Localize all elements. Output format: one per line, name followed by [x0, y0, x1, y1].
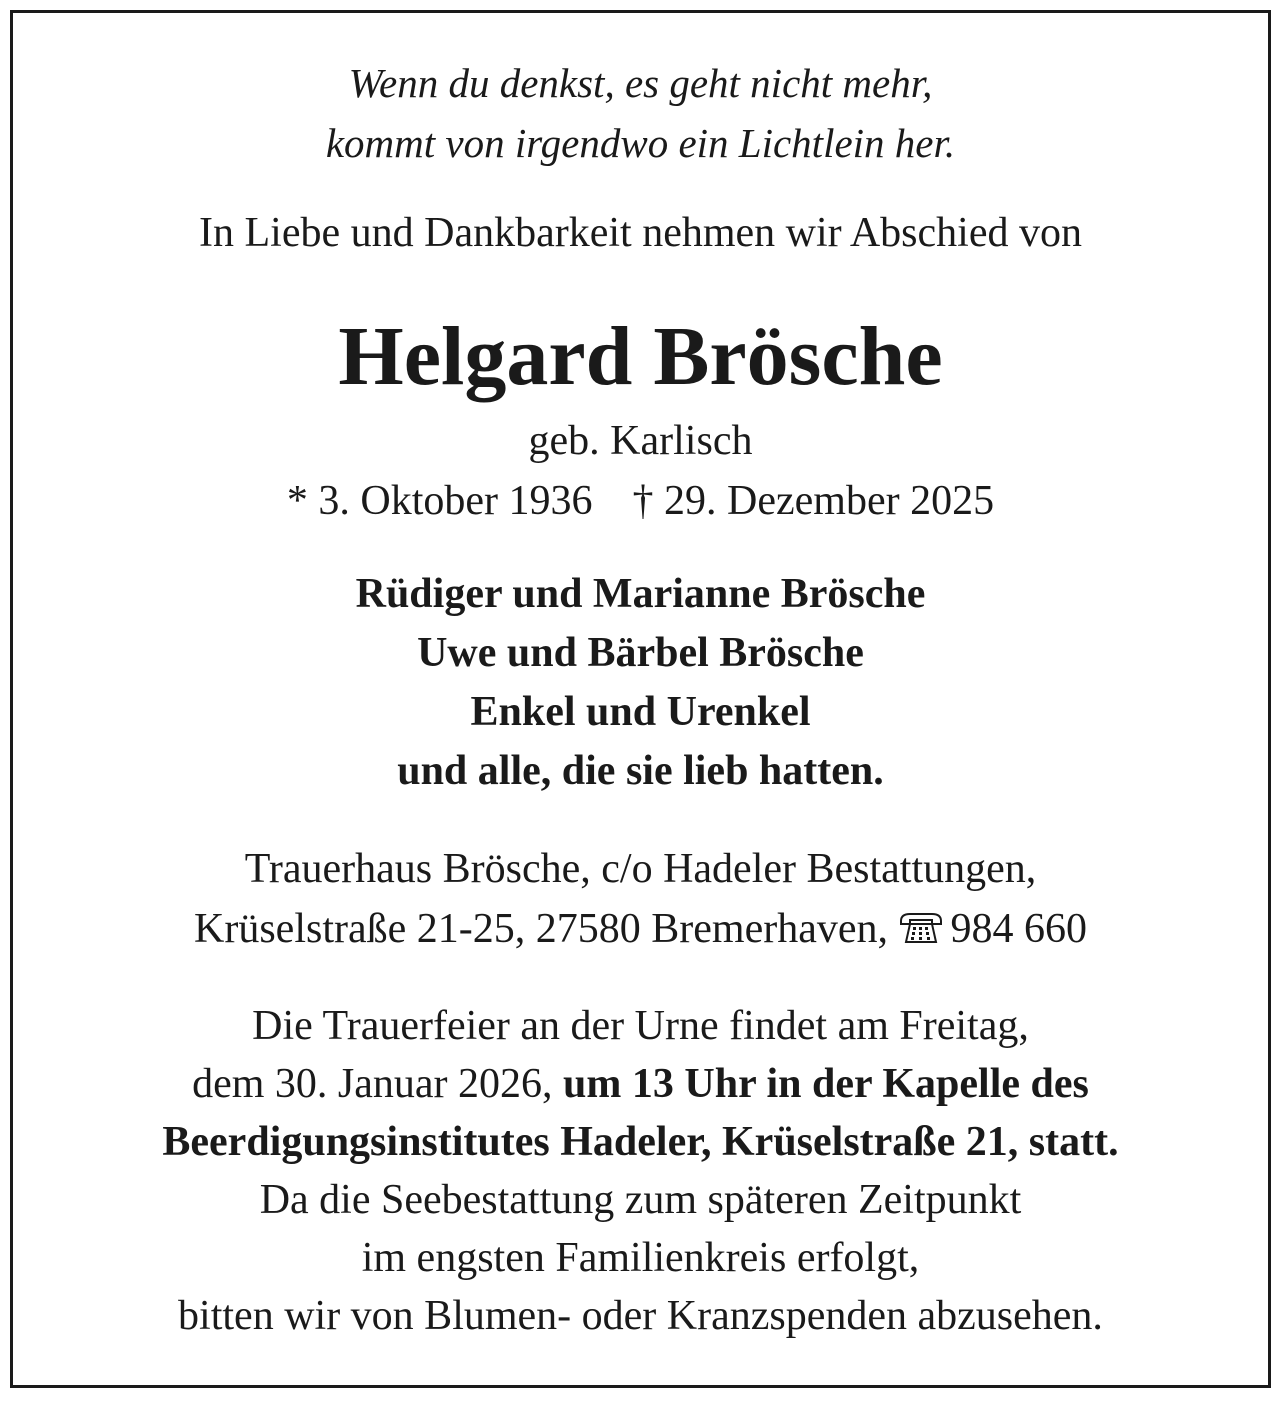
service-time-place: um 13 Uhr in der Kapelle des [563, 1061, 1089, 1107]
verse-line-2: kommt von irgendwo ein Lichtlein her. [325, 120, 956, 166]
telephone-icon [898, 911, 944, 945]
service-line-5: im engsten Familienkreis erfolgt, [361, 1235, 920, 1281]
service-info [13, 997, 1268, 1345]
phone-number: 984 660 [950, 906, 1087, 952]
mourning-address [13, 839, 1268, 959]
address-line-1: Trauerhaus Brösche, c/o Hadeler Bestattungen, [244, 846, 1037, 892]
maiden-name: geb. Karlisch [528, 418, 753, 464]
address-line-2 [13, 899, 1268, 959]
intro-text: In Liebe und Dankbarkeit nehmen wir Abschied von [199, 210, 1082, 256]
deceased-name: Helgard Brösche [338, 310, 943, 403]
obituary-content [13, 13, 1268, 1345]
street-city: Krüselstraße 21-25, 27580 Bremerhaven, [194, 906, 888, 952]
service-line-4: Da die Seebestattung zum späteren Zeitpunkt [259, 1177, 1022, 1223]
verse [13, 53, 1268, 173]
service-line-2 [13, 1055, 1268, 1113]
service-date: dem 30. Januar 2026, [192, 1061, 553, 1107]
service-line-3 [13, 1113, 1268, 1171]
mourners-list [13, 565, 1268, 801]
obituary-frame [10, 10, 1271, 1388]
verse-line-1: Wenn du denkst, es geht nicht mehr, [348, 60, 933, 106]
service-location: Beerdigungsinstitutes Hadeler, Krüselstraße 21, statt. [162, 1119, 1119, 1165]
life-dates [13, 471, 1268, 531]
birth-date: * 3. Oktober 1936 [286, 478, 593, 524]
mourner-line: und alle, die sie lieb hatten. [397, 748, 884, 794]
service-line-1: Die Trauerfeier an der Urne findet am Freitag, [252, 1003, 1029, 1049]
service-line-6: bitten wir von Blumen- oder Kranzspenden abzusehen. [178, 1293, 1103, 1339]
death-date: † 29. Dezember 2025 [632, 478, 995, 524]
mourner-line: Enkel und Urenkel [470, 689, 811, 735]
mourner-line: Uwe und Bärbel Brösche [417, 630, 864, 676]
mourner-line: Rüdiger und Marianne Brösche [355, 571, 926, 617]
